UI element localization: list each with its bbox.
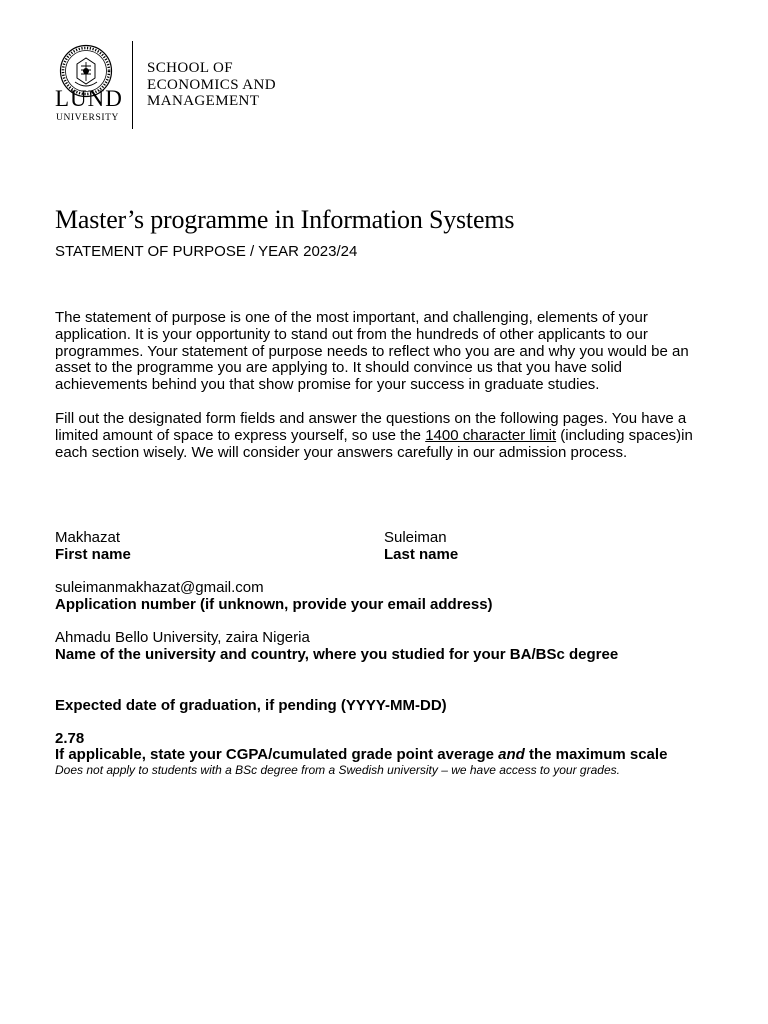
last-name-label: Last name (384, 546, 459, 563)
logo-divider (132, 41, 133, 129)
school-line-1: SCHOOL OF (147, 60, 233, 76)
page-title: Master’s programme in Information Systems (55, 205, 515, 234)
intro-paragraph-1: The statement of purpose is one of the most important, and challenging, elements of your application. It is your opportunity to stand out from the hundreds of other applicants to our programmes. Your statement of purpose needs to reflect who you are and why you would be an asset to the programme you are applying to. It should convince us that you have solid achievements behind you that show promise for your success in graduate studies. (55, 309, 689, 394)
university-subword: UNIVERSITY (56, 113, 119, 123)
first-name-value[interactable]: Makhazat (55, 529, 121, 546)
cgpa-label-a: If applicable, state your CGPA/cumulated grade point average (55, 746, 499, 763)
page-subtitle: STATEMENT OF PURPOSE / YEAR 2023/24 (55, 243, 358, 260)
header-logo-block (0, 0, 768, 140)
university-value[interactable]: Ahmadu Bello University, zaira Nigeria (55, 629, 310, 646)
application-number-label: Application number (if unknown, provide your email address) (55, 596, 493, 613)
cgpa-note: Does not apply to students with a BSc degree from a Swedish university – we have access to your grades. (55, 763, 620, 777)
first-name-label: First name (55, 546, 131, 563)
cgpa-label (55, 746, 667, 763)
cgpa-label-em: and (498, 746, 525, 763)
graduation-date-label: Expected date of graduation, if pending (YYYY-MM-DD) (55, 697, 447, 714)
cgpa-label-b: the maximum scale (524, 746, 668, 763)
university-label: Name of the university and country, where you studied for your BA/BSc degree (55, 646, 619, 663)
school-name (147, 60, 276, 110)
lund-wordmark: LUND (55, 86, 123, 111)
intro-paragraph-2-text-a: Fill out the designated form fields and answer the questions on the following pages. You have a limited amount of space to express yourself, so use the (55, 410, 687, 444)
cgpa-value[interactable]: 2.78 (55, 730, 85, 747)
intro-paragraph-2 (55, 411, 715, 461)
intro-paragraph-2-text-b: (including spaces)in each section wisely. We will consider your answers carefully in our admission process. (55, 426, 693, 461)
character-limit-link[interactable]: 1400 character limit (425, 426, 557, 444)
school-line-3: MANAGEMENT (147, 93, 260, 109)
school-line-2: ECONOMICS AND (147, 76, 276, 93)
last-name-value[interactable]: Suleiman (384, 529, 447, 546)
application-number-value[interactable]: suleimanmakhazat@gmail.com (55, 579, 264, 596)
